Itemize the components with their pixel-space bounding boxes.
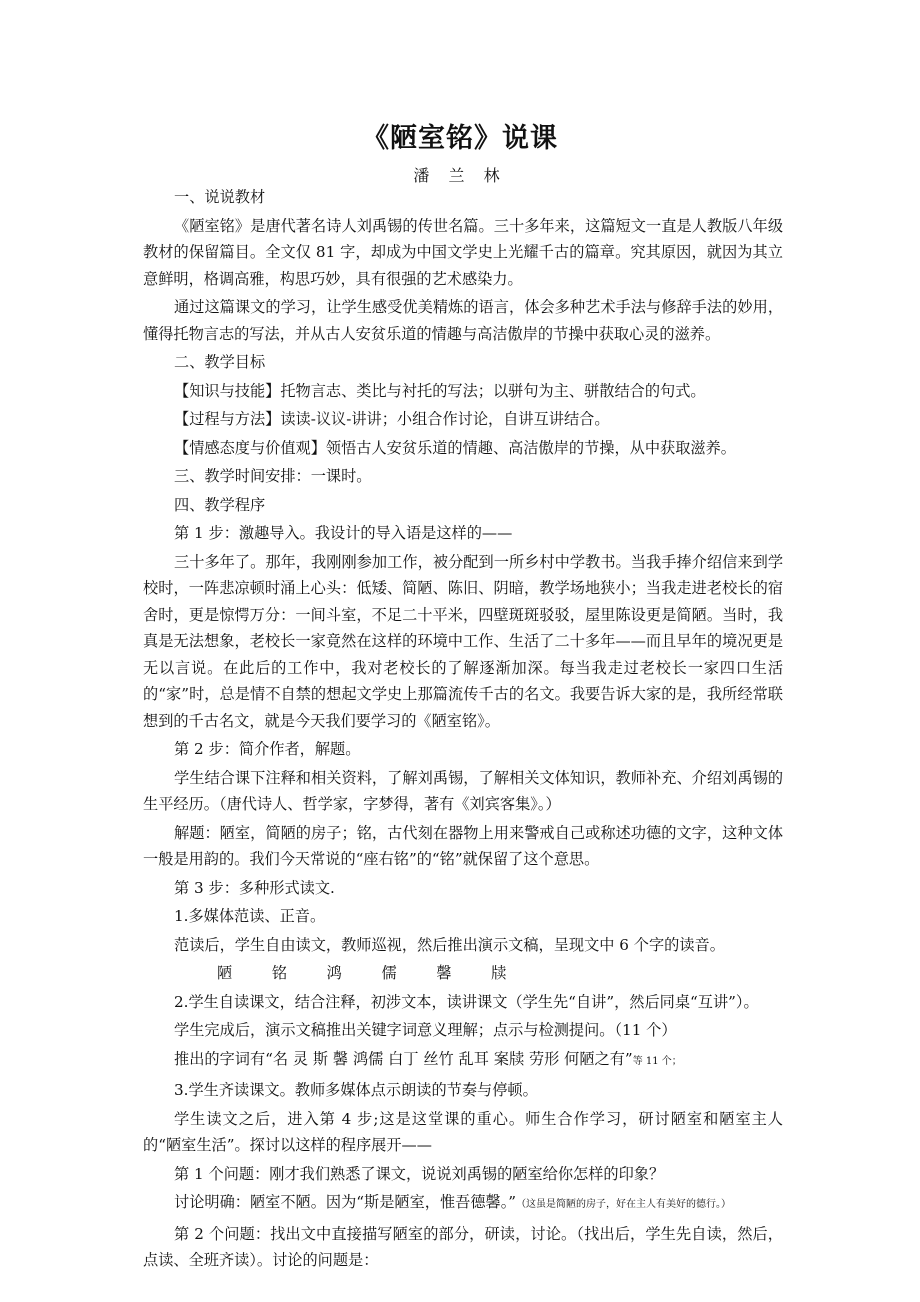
discussion-text: 讨论明确：陋室不陋。因为“斯是陋室，惟吾德馨。” [174,1193,517,1211]
words-text: 推出的字词有“名 灵 斯 馨 鸿儒 白丁 丝竹 乱耳 案牍 劳形 何陋之有” [174,1049,633,1068]
pronunciation-chars [143,960,783,987]
paragraph: 范读后，学生自由读文，教师巡视，然后推出演示文稿，呈现文中 6 个字的读音。 [174,935,725,954]
char-item: 鸿 [326,964,342,982]
char-item: 牍 [491,964,507,982]
discussion-note: （这虽是简陋的房子，好在主人有美好的德行。） [516,1199,732,1210]
step-2: 第 2 步：简介作者，解题。 [174,740,361,758]
discussion-line [143,1189,783,1219]
goal-knowledge: 【知识与技能】托物言志、类比与衬托的写法；以骈句为主、骈散结合的句式。 [174,381,706,400]
document-body [143,184,783,1276]
paragraph: 学生完成后，演示文稿推出关键字词意义理解；点示与检测提问。（11 个） [174,1021,677,1039]
page-title: 《陋室铭》说课 [362,123,558,154]
goal-emotion: 【情感态度与价值观】领悟古人安贫乐道的情趣、高洁傲岸的节操，从中获取滋养。 [174,438,736,457]
paragraph: 三十多年了。那年，我刚刚参加工作，被分配到一所乡村中学教书。当我手捧介绍信来到学校时，一阵悲凉顿时涌上心头：低矮、简陋、陈旧、阴暗，教学场地狭小；当我走进老校长的宿舍时，更是惊愕万分：一间斗室，不足二十平米，四壁斑斑驳驳，屋里陈设更是简陋。当时，我真是无法想象，老校长一家竟然在这样的环境中工作、生活了二十多年——而且早年的境况更是无以言说。在此后的工作中，我对老校长的了解逐渐加深。每当我走过老校长一家四口生活的“家”时，总是情不自禁的想起文学史上那篇流传千古的名文。我要告诉大家的是，我所经常联想到的千古名文，就是今天我们要学习的《陋室铭》。 [143,552,783,730]
paragraph: 解题：陋室，简陋的房子；铭，古代刻在器物上用来警戒自己或称述功德的文字，这种文体一般是用韵的。我们今天常说的“座右铭”的“铭”就保留了这个意思。 [143,823,783,868]
paragraph: 2.学生自读课文，结合注释，初涉文本，读讲课文（学生先“自讲”，然后同桌“互讲”）。 [174,992,759,1011]
words-line [143,1046,783,1076]
char-item: 陋 [217,964,233,982]
paragraph: 学生结合课下注释和相关资料，了解刘禹锡，了解相关文体知识，教师补充、介绍刘禹锡的生平经历。（唐代诗人、哲学家，字梦得，著有《刘宾客集》。） [143,768,783,813]
section-heading-1: 一、说说教材 [174,188,266,206]
char-item: 铭 [271,964,288,982]
question-2: 第 2 个问题：找出文中直接描写陋室的部分，研读，讨论。（找出后，学生先自读，然后，点读、全班齐读）。讨论的问题是： [143,1224,783,1269]
paragraph: 《陋室铭》是唐代著名诗人刘禹锡的传世名篇。三十多年来，这篇短文一直是人教版八年级教材的保留篇目。全文仅 81 字，却成为中国文学史上光耀千古的篇章。究其原因，就因为其立意鲜明，格调高雅，构思巧妙，具有很强的艺术感染力。 [143,216,783,288]
step-3: 第 3 步：多种形式读文. [174,878,335,897]
step-1: 第 1 步：激趣导入。我设计的导入语是这样的—— [174,524,513,542]
paragraph: 3.学生齐读课文。教师多媒体点示朗读的节奏与停顿。 [174,1081,538,1099]
section-heading-2: 二、教学目标 [174,353,266,371]
section-heading-4: 四、教学程序 [174,495,266,514]
words-count: 等 11 个； [632,1055,682,1067]
paragraph: 通过这篇课文的学习，让学生感受优美精炼的语言，体会多种艺术手法与修辞手法的妙用，懂得托物言志的写法，并从古人安贫乐道的情趣与高洁傲岸的节操中获取心灵的滋养。 [143,298,783,343]
step-4: 学生读文之后，进入第 4 步;这是这堂课的重心。师生合作学习，研讨陋室和陋室主人的“陋室生活”。探讨以这样的程序展开—— [143,1109,783,1154]
paragraph: 1.多媒体范读、正音。 [174,907,326,925]
goal-process: 【过程与方法】读读-议议-讲讲；小组合作讨论，自讲互讲结合。 [174,410,610,428]
question-1: 第 1 个问题：刚才我们熟悉了课文，说说刘禹锡的陋室给你怎样的印象？ [174,1164,665,1183]
char-item: 儒 [381,964,397,982]
char-item: 馨 [436,964,452,982]
section-heading-3: 三、教学时间安排：一课时。 [174,467,372,485]
author-name: 潘 兰 林 [413,166,507,185]
